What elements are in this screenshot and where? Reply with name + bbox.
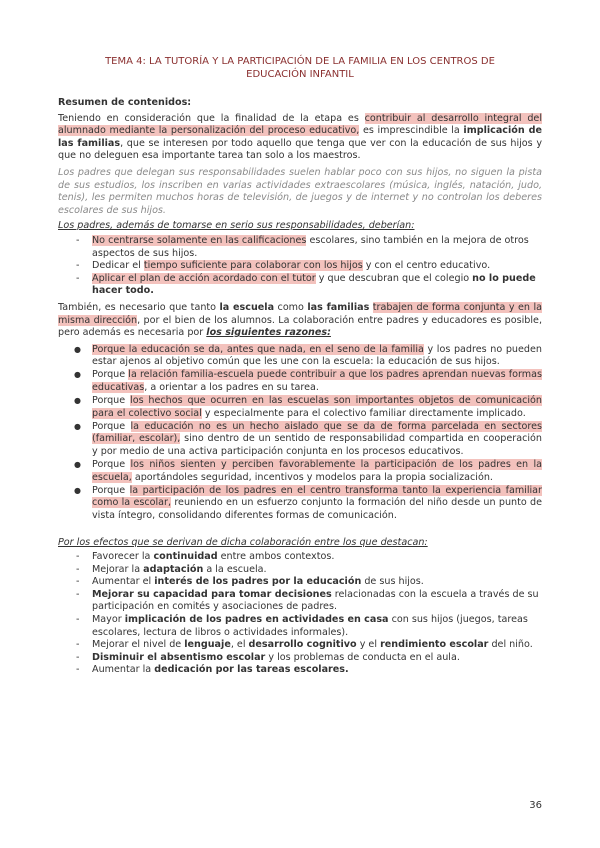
item-text: aportándoles seguridad, incentivos y modelos para la propia socialización. xyxy=(131,471,493,483)
intro-paragraph xyxy=(58,113,542,163)
collab-text: como xyxy=(274,301,308,313)
list-item xyxy=(58,614,542,639)
highlight: los hechos que ocurren en las escuelas son importantes objetos de comunicación para el colectivo social xyxy=(92,395,542,419)
item-text: de sus hijos. xyxy=(361,576,424,588)
item-text: Porque xyxy=(92,459,131,471)
highlight: No centrarse solamente en las calificaciones xyxy=(92,234,307,246)
summary-heading: Resumen de contenidos: xyxy=(58,97,192,108)
item-text: y el xyxy=(356,639,381,651)
item-text: escolares, sino también en la mejora de otros aspectos de sus hijos. xyxy=(92,234,529,259)
list-item xyxy=(58,369,542,394)
highlight: contribuir al desarrollo integral del alumnado mediante la personalización del proceso educativo, xyxy=(58,112,542,137)
highlight: la educación no es un hecho aislado que se da de forma parcelada en sectores (familiar, escolar), xyxy=(92,420,542,445)
item-text: y los problemas de conducta en el aula. xyxy=(265,651,460,663)
list-item xyxy=(58,395,542,420)
bold-text: adaptación xyxy=(143,563,204,575)
bold-text: desarrollo cognitivo xyxy=(248,639,357,651)
list-item xyxy=(58,664,542,677)
item-text: relacionadas con la escuela a través de su participación en comités y asociaciones de padres. xyxy=(92,588,539,613)
item-text: , a orientar a los padres en su tarea. xyxy=(144,381,319,393)
list-item xyxy=(58,589,542,614)
highlight: la relación familia-escuela puede contribuir a que los padres aprendan nuevas formas educativas xyxy=(92,369,542,393)
bold-text: dedicación por las tareas escolares. xyxy=(154,664,349,676)
bold-text: Mejorar su capacidad para tomar decisiones xyxy=(92,588,332,600)
item-text: Aumentar la xyxy=(92,664,155,676)
item-text: y que descubran que el colegio xyxy=(315,272,473,284)
highlight: la participación de los padres en el centro transforma tanto la experiencia familiar como la escolar, xyxy=(92,484,542,509)
item-text: reuniendo en un esfuerzo conjunto la formación del niño desde un punto de vista íntegro, consolidando diferentes formas de comunicación. xyxy=(92,497,542,521)
item-text: Porque xyxy=(92,369,129,381)
item-text: del niño. xyxy=(488,639,533,651)
item-text: y con el centro educativo. xyxy=(362,260,491,272)
quote-paragraph: Los padres que delegan sus responsabilidades suelen hablar poco con sus hijos, no siguen la pista de sus estudios, los inscriben en varias actividades extraescolares (música, inglés, natación, judo, tenis), les permiten muchos horas de televisión, de juegos y de internet y no controlan los deberes escolares de sus hijos. xyxy=(58,166,542,216)
list-item xyxy=(58,235,542,260)
list-item xyxy=(58,273,542,298)
item-text: Favorecer la xyxy=(92,551,154,563)
highlight: los niños sienten y perciben favorablemente la participación de los padres en la escuela, xyxy=(92,459,542,483)
list-item xyxy=(58,576,542,589)
intro-text: es imprescindible la xyxy=(359,125,464,137)
highlight: trabajen de forma conjunta y en la misma dirección xyxy=(58,301,542,326)
item-text: Porque xyxy=(92,420,131,432)
item-text: Aumentar el xyxy=(92,576,155,588)
intro-text: , que se interesen por todo aquello que tenga que ver con la educación de sus hijos y que no deleguen esa importante tarea tan solo a los maestros. xyxy=(58,137,542,162)
list-item xyxy=(58,344,542,369)
item-text: y los padres no pueden estar ajenos al objetivo común que les une con la escuela: la educación de sus hijos. xyxy=(92,343,542,368)
effects-heading: Por los efectos que se derivan de dicha colaboración entre los que destacan: xyxy=(58,536,428,548)
bold-text: Disminuir el absentismo escolar xyxy=(92,651,266,663)
list-item xyxy=(58,564,542,577)
bold-text: rendimiento escolar xyxy=(380,639,489,651)
bold-text: lenguaje xyxy=(184,639,231,651)
item-text: Porque xyxy=(92,484,130,496)
effects-list xyxy=(58,551,542,677)
list-item xyxy=(58,639,542,652)
bold-text: las familias xyxy=(307,301,370,313)
reasons-list xyxy=(58,344,542,523)
item-text: Mejorar la xyxy=(92,563,144,575)
bold-text: no lo puede hacer todo. xyxy=(92,272,536,297)
bold-text: implicación de los padres en actividades en casa xyxy=(124,614,389,626)
bold-text: continuidad xyxy=(153,551,218,563)
collab-text: También, es necesario que tanto xyxy=(58,301,220,313)
page-title: TEMA 4: LA TUTORÍA Y LA PARTICIPACIÓN DE LA FAMILIA EN LOS CENTROS DE EDUCACIÓN INFANTIL xyxy=(105,56,495,80)
collaboration-paragraph xyxy=(58,302,542,340)
item-text: , el xyxy=(230,639,249,651)
bold-text: la escuela xyxy=(219,301,275,313)
item-text: Porque xyxy=(92,395,131,407)
item-text: sino dentro de un sentido de responsabilidad compartida en cooperación y por medio de una activa participación conjunta en los procesos educativos. xyxy=(92,433,543,457)
bold-italic-text: los siguientes razones: xyxy=(206,327,331,339)
list-item xyxy=(58,652,542,665)
list-item xyxy=(58,421,542,459)
highlight: tiempo suficiente para colaborar con los hijos xyxy=(143,260,363,272)
responsibilities-heading: Los padres, además de tomarse en serio sus responsabilidades, deberían: xyxy=(58,220,415,232)
highlight: Aplicar el plan de acción acordado con el tutor xyxy=(92,272,316,284)
item-text: Dedicar el xyxy=(92,260,144,272)
bold-text: implicación de las familias xyxy=(58,125,542,149)
page-number: 36 xyxy=(529,800,542,811)
item-text: y especialmente para el colectivo familiar directamente implicado. xyxy=(201,407,526,419)
highlight: Porque la educación se da, antes que nada, en el seno de la familia xyxy=(92,343,424,355)
intro-text: Teniendo en consideración que la finalidad de la etapa es xyxy=(58,112,365,124)
item-text: Mayor xyxy=(92,614,125,626)
item-text: a la escuela. xyxy=(203,563,267,575)
bold-text: interés de los padres por la educación xyxy=(154,576,362,588)
item-text: con sus hijos (juegos, tareas escolares, lectura de libros o actividades informales). xyxy=(92,614,528,638)
list-item xyxy=(58,485,542,523)
list-item xyxy=(58,551,542,564)
item-text: Mejorar el nivel de xyxy=(92,639,185,651)
collab-text: , por el bien de los alumnos. La colaboración entre padres y educadores es posible, pero además es necesaria por xyxy=(58,314,542,339)
list-item xyxy=(58,459,542,484)
list-item xyxy=(58,260,542,273)
responsibilities-list xyxy=(58,235,542,298)
item-text: entre ambos contextos. xyxy=(217,551,335,563)
